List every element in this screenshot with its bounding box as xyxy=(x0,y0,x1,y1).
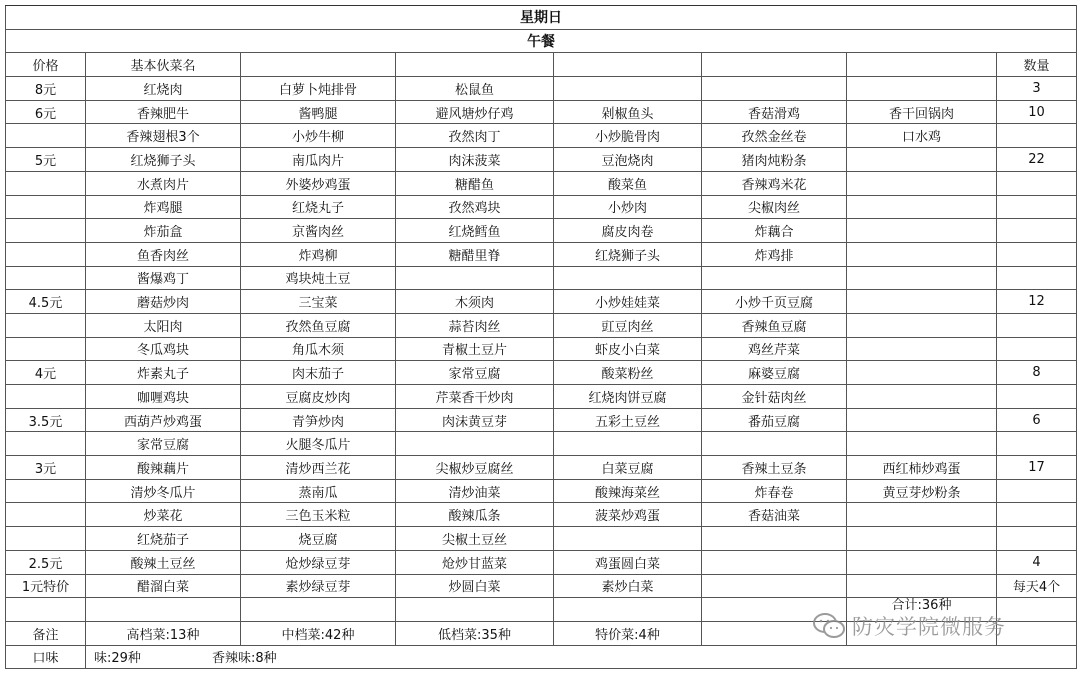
dish-cell: 香菇油菜 xyxy=(702,503,847,527)
notes-item: 低档菜:35种 xyxy=(396,621,554,645)
dish-cell xyxy=(702,574,847,598)
dish-cell: 三色玉米粒 xyxy=(241,503,396,527)
menu-row xyxy=(6,219,1077,243)
taste-item: 味:29种 xyxy=(94,651,141,667)
price-cell xyxy=(6,337,86,361)
qty-cell: 4 xyxy=(997,550,1077,574)
qty-cell xyxy=(997,195,1077,219)
qty-cell: 17 xyxy=(997,456,1077,480)
dish-cell: 香辣鱼豆腐 xyxy=(702,313,847,337)
dish-cell: 麻婆豆腐 xyxy=(702,361,847,385)
dish-cell: 家常豆腐 xyxy=(86,432,241,456)
dish-cell: 肉末茄子 xyxy=(241,361,396,385)
dish-cell: 五彩土豆丝 xyxy=(554,408,702,432)
qty-cell xyxy=(997,124,1077,148)
dish-cell: 鸡丝芹菜 xyxy=(702,337,847,361)
dish-cell xyxy=(847,408,997,432)
dish-cell: 口水鸡 xyxy=(847,124,997,148)
dish-cell: 酱爆鸡丁 xyxy=(86,266,241,290)
dish-cell xyxy=(847,574,997,598)
dish-cell xyxy=(554,527,702,551)
menu-row xyxy=(6,361,1077,385)
dish-cell xyxy=(847,432,997,456)
dish-cell: 西红柿炒鸡蛋 xyxy=(847,456,997,480)
dish-cell: 蒸南瓜 xyxy=(241,479,396,503)
day-title: 星期日 xyxy=(6,6,1077,30)
header-row xyxy=(6,53,1077,77)
price-cell xyxy=(6,527,86,551)
dish-cell: 香辣翅根3个 xyxy=(86,124,241,148)
wechat-icon xyxy=(812,612,846,640)
dish-cell xyxy=(847,313,997,337)
dish-cell: 酱鸭腿 xyxy=(241,100,396,124)
menu-row xyxy=(6,100,1077,124)
taste-row xyxy=(6,645,1077,669)
dish-cell xyxy=(847,337,997,361)
dish-cell: 醋溜白菜 xyxy=(86,574,241,598)
dish-cell xyxy=(847,290,997,314)
dish-cell: 炒菜花 xyxy=(86,503,241,527)
qty-cell xyxy=(997,503,1077,527)
qty-cell xyxy=(997,171,1077,195)
dish-cell: 红烧狮子头 xyxy=(554,242,702,266)
qty-cell xyxy=(997,479,1077,503)
dish-cell xyxy=(554,77,702,101)
qty-cell xyxy=(997,432,1077,456)
menu-row xyxy=(6,171,1077,195)
price-cell: 1元特价 xyxy=(6,574,86,598)
qty-cell: 12 xyxy=(997,290,1077,314)
dish-cell: 外婆炒鸡蛋 xyxy=(241,171,396,195)
dish-cell: 咖喱鸡块 xyxy=(86,385,241,409)
dish-cell: 炒圆白菜 xyxy=(396,574,554,598)
dish-cell: 香辣肥牛 xyxy=(86,100,241,124)
dish-cell: 黄豆芽炒粉条 xyxy=(847,479,997,503)
dish-cell: 炸春卷 xyxy=(702,479,847,503)
dish-cell xyxy=(702,527,847,551)
dish-cell: 炸鸡腿 xyxy=(86,195,241,219)
menu-row xyxy=(6,432,1077,456)
menu-row xyxy=(6,195,1077,219)
price-cell: 3.5元 xyxy=(6,408,86,432)
price-cell xyxy=(6,171,86,195)
dish-cell: 鸡块炖土豆 xyxy=(241,266,396,290)
dish-cell: 虾皮小白菜 xyxy=(554,337,702,361)
dish-cell: 清炒西兰花 xyxy=(241,456,396,480)
dish-cell: 炝炒甘蓝菜 xyxy=(396,550,554,574)
dish-cell: 素炒绿豆芽 xyxy=(241,574,396,598)
dish-cell xyxy=(847,195,997,219)
price-cell: 6元 xyxy=(6,100,86,124)
dish-cell: 炸素丸子 xyxy=(86,361,241,385)
menu-row xyxy=(6,503,1077,527)
dish-cell: 红烧肉 xyxy=(86,77,241,101)
dish-cell: 小炒肉 xyxy=(554,195,702,219)
price-cell: 2.5元 xyxy=(6,550,86,574)
dish-cell: 尖椒土豆丝 xyxy=(396,527,554,551)
menu-row xyxy=(6,385,1077,409)
menu-row xyxy=(6,242,1077,266)
price-cell xyxy=(6,195,86,219)
dish-cell: 小炒娃娃菜 xyxy=(554,290,702,314)
dish-cell xyxy=(702,77,847,101)
dish-cell: 红烧鳕鱼 xyxy=(396,219,554,243)
price-cell xyxy=(6,242,86,266)
menu-row xyxy=(6,148,1077,172)
qty-cell: 每天4个 xyxy=(997,574,1077,598)
price-cell xyxy=(6,266,86,290)
dish-cell: 香干回锅肉 xyxy=(847,100,997,124)
qty-cell: 10 xyxy=(997,100,1077,124)
qty-cell: 6 xyxy=(997,408,1077,432)
dish-cell: 角瓜木须 xyxy=(241,337,396,361)
dish-cell: 蒜苔肉丝 xyxy=(396,313,554,337)
menu-row xyxy=(6,124,1077,148)
menu-row xyxy=(6,337,1077,361)
dish-cell: 炸鸡排 xyxy=(702,242,847,266)
header-dishes: 基本伙菜名 xyxy=(86,53,241,77)
dish-cell: 炸茄盒 xyxy=(86,219,241,243)
dish-cell xyxy=(847,219,997,243)
dish-cell xyxy=(847,550,997,574)
dish-cell xyxy=(702,432,847,456)
qty-cell xyxy=(997,337,1077,361)
dish-cell: 香辣鸡米花 xyxy=(702,171,847,195)
dish-cell: 西葫芦炒鸡蛋 xyxy=(86,408,241,432)
dish-cell: 白萝卜炖排骨 xyxy=(241,77,396,101)
dish-cell: 小炒千页豆腐 xyxy=(702,290,847,314)
dish-cell: 尖椒炒豆腐丝 xyxy=(396,456,554,480)
menu-row xyxy=(6,290,1077,314)
qty-cell xyxy=(997,385,1077,409)
qty-cell: 22 xyxy=(997,148,1077,172)
header-qty: 数量 xyxy=(997,53,1077,77)
dish-cell xyxy=(847,77,997,101)
price-cell: 5元 xyxy=(6,148,86,172)
dish-cell: 孜然金丝卷 xyxy=(702,124,847,148)
dish-cell: 糖醋鱼 xyxy=(396,171,554,195)
dish-cell xyxy=(847,527,997,551)
dish-cell: 酸辣土豆丝 xyxy=(86,550,241,574)
price-cell: 4元 xyxy=(6,361,86,385)
dish-cell: 红烧狮子头 xyxy=(86,148,241,172)
dish-cell: 豇豆肉丝 xyxy=(554,313,702,337)
total-text: 合计:36种 xyxy=(891,598,952,614)
qty-cell: 3 xyxy=(997,77,1077,101)
dish-cell: 番茄豆腐 xyxy=(702,408,847,432)
price-cell xyxy=(6,503,86,527)
dish-cell: 京酱肉丝 xyxy=(241,219,396,243)
price-cell xyxy=(6,385,86,409)
dish-cell xyxy=(847,385,997,409)
header-price: 价格 xyxy=(6,53,86,77)
menu-row xyxy=(6,550,1077,574)
dish-cell: 腐皮肉卷 xyxy=(554,219,702,243)
dish-cell: 三宝菜 xyxy=(241,290,396,314)
menu-row xyxy=(6,479,1077,503)
dish-cell: 水煮肉片 xyxy=(86,171,241,195)
dish-cell: 红烧肉饼豆腐 xyxy=(554,385,702,409)
taste-items xyxy=(86,645,1077,669)
price-cell xyxy=(6,479,86,503)
dish-cell: 小炒牛柳 xyxy=(241,124,396,148)
dish-cell: 素炒白菜 xyxy=(554,574,702,598)
dish-cell: 豆泡烧肉 xyxy=(554,148,702,172)
dish-cell: 尖椒肉丝 xyxy=(702,195,847,219)
dish-cell: 孜然鱼豆腐 xyxy=(241,313,396,337)
dish-cell xyxy=(847,266,997,290)
dish-cell: 白菜豆腐 xyxy=(554,456,702,480)
watermark xyxy=(812,611,1006,641)
dish-cell: 酸菜鱼 xyxy=(554,171,702,195)
menu-row xyxy=(6,77,1077,101)
dish-cell xyxy=(847,503,997,527)
qty-cell xyxy=(997,313,1077,337)
dish-cell: 金针菇肉丝 xyxy=(702,385,847,409)
dish-cell: 青椒土豆片 xyxy=(396,337,554,361)
dish-cell: 冬瓜鸡块 xyxy=(86,337,241,361)
dish-cell: 松鼠鱼 xyxy=(396,77,554,101)
taste-item: 香辣味:8种 xyxy=(212,651,277,667)
dish-cell: 蘑菇炒肉 xyxy=(86,290,241,314)
price-cell: 4.5元 xyxy=(6,290,86,314)
dish-cell: 糖醋里脊 xyxy=(396,242,554,266)
dish-cell: 南瓜肉片 xyxy=(241,148,396,172)
dish-cell xyxy=(702,266,847,290)
dish-cell: 酸菜粉丝 xyxy=(554,361,702,385)
dish-cell: 剁椒鱼头 xyxy=(554,100,702,124)
dish-cell: 炸鸡柳 xyxy=(241,242,396,266)
menu-row xyxy=(6,527,1077,551)
price-cell: 3元 xyxy=(6,456,86,480)
dish-cell: 太阳肉 xyxy=(86,313,241,337)
dish-cell: 木须肉 xyxy=(396,290,554,314)
notes-item: 高档菜:13种 xyxy=(86,621,241,645)
qty-cell xyxy=(997,266,1077,290)
qty-cell xyxy=(997,527,1077,551)
dish-cell: 避风塘炒仔鸡 xyxy=(396,100,554,124)
notes-item: 中档菜:42种 xyxy=(241,621,396,645)
price-cell xyxy=(6,219,86,243)
dish-cell: 酸辣藕片 xyxy=(86,456,241,480)
dish-cell: 炝炒绿豆芽 xyxy=(241,550,396,574)
dish-cell: 肉沫菠菜 xyxy=(396,148,554,172)
dish-cell: 火腿冬瓜片 xyxy=(241,432,396,456)
dish-cell: 清炒冬瓜片 xyxy=(86,479,241,503)
dish-cell xyxy=(847,361,997,385)
dish-cell: 酸辣海菜丝 xyxy=(554,479,702,503)
dish-cell xyxy=(702,550,847,574)
dish-cell: 猪肉炖粉条 xyxy=(702,148,847,172)
notes-label: 备注 xyxy=(6,621,86,645)
dish-cell xyxy=(554,266,702,290)
menu-row xyxy=(6,313,1077,337)
menu-row xyxy=(6,574,1077,598)
menu-row xyxy=(6,266,1077,290)
watermark-text: 防灾学院微服务 xyxy=(852,615,1006,639)
dish-cell: 香菇滑鸡 xyxy=(702,100,847,124)
price-cell xyxy=(6,124,86,148)
dish-cell: 孜然肉丁 xyxy=(396,124,554,148)
menu-table xyxy=(5,5,1077,669)
dish-cell: 红烧茄子 xyxy=(86,527,241,551)
qty-cell xyxy=(997,242,1077,266)
dish-cell: 炸藕合 xyxy=(702,219,847,243)
dish-cell: 小炒脆骨肉 xyxy=(554,124,702,148)
menu-row xyxy=(6,456,1077,480)
dish-cell: 肉沫黄豆芽 xyxy=(396,408,554,432)
dish-cell: 菠菜炒鸡蛋 xyxy=(554,503,702,527)
price-cell: 8元 xyxy=(6,77,86,101)
dish-cell: 烧豆腐 xyxy=(241,527,396,551)
dish-cell xyxy=(554,432,702,456)
dish-cell: 酸辣瓜条 xyxy=(396,503,554,527)
dish-cell: 香辣土豆条 xyxy=(702,456,847,480)
dish-cell xyxy=(396,266,554,290)
dish-cell xyxy=(847,242,997,266)
menu-row xyxy=(6,408,1077,432)
notes-item: 特价菜:4种 xyxy=(554,621,702,645)
dish-cell: 鸡蛋圆白菜 xyxy=(554,550,702,574)
meal-title: 午餐 xyxy=(6,29,1077,53)
dish-cell: 家常豆腐 xyxy=(396,361,554,385)
price-cell xyxy=(6,432,86,456)
dish-cell: 芹菜香干炒肉 xyxy=(396,385,554,409)
dish-cell: 豆腐皮炒肉 xyxy=(241,385,396,409)
dish-cell: 青笋炒肉 xyxy=(241,408,396,432)
qty-cell: 8 xyxy=(997,361,1077,385)
taste-label: 口味 xyxy=(6,645,86,669)
price-cell xyxy=(6,313,86,337)
qty-cell xyxy=(997,219,1077,243)
dish-cell xyxy=(847,171,997,195)
dish-cell xyxy=(847,148,997,172)
dish-cell: 清炒油菜 xyxy=(396,479,554,503)
dish-cell: 鱼香肉丝 xyxy=(86,242,241,266)
dish-cell xyxy=(396,432,554,456)
dish-cell: 红烧丸子 xyxy=(241,195,396,219)
dish-cell: 孜然鸡块 xyxy=(396,195,554,219)
